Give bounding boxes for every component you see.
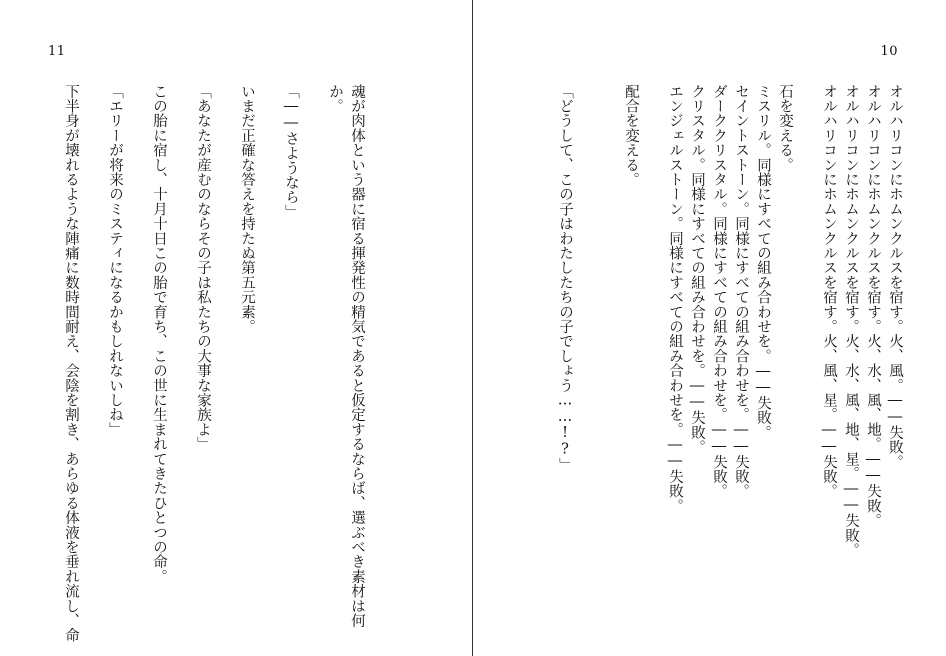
text-line: オルハリコンにホムンクルスを宿す。火、水、風、地、星。――失敗。 [843, 84, 859, 558]
text-line [598, 84, 620, 624]
text-line [126, 84, 148, 624]
text-line: か。 [327, 84, 343, 114]
text-line [258, 84, 280, 624]
text-line: いまだ正確な答えを持たぬ第五元素。 [239, 84, 255, 334]
page-number-left: 11 [48, 44, 66, 59]
text-line: 下半身が壊れるような陣痛に数時間耐え、会陰を割き、あらゆる体液を垂れ流し、命 [63, 84, 79, 643]
text-line: オルハリコンにホムンクルスを宿す。火、風。――失敗。 [887, 84, 903, 470]
text-line [214, 84, 236, 624]
text-line: オルハリコンにホムンクルスを宿す。火、風、星。――失敗。 [821, 84, 837, 499]
text-line [796, 84, 818, 624]
text-line: 「どうして、この子はわたしたちの子でしょう……!?」 [557, 84, 573, 473]
text-line [576, 84, 598, 624]
text-line: クリスタル。同様にすべての組み合わせを。――失敗。 [689, 84, 705, 455]
text-line: エンジェルストーン。同様にすべての組み合わせを。――失敗。 [667, 84, 683, 514]
text-line [170, 84, 192, 624]
text-line: 「エリーが将来のミスティになるかもしれないしね」 [107, 84, 123, 437]
text-line [82, 84, 104, 624]
text-line: 配合を変える。 [623, 84, 639, 187]
left-page-text [60, 84, 368, 643]
right-page [473, 0, 946, 656]
text-line [302, 84, 324, 624]
text-line: 「あなたが産むのならその子は私たちの大事な家族よ」 [195, 84, 211, 452]
text-line: 石を変える。 [777, 84, 793, 173]
text-line: セイントストーン。同様にすべての組み合わせを。――失敗。 [733, 84, 749, 499]
page-number-right: 10 [880, 44, 898, 59]
text-line: ミスリル。同様にすべての組み合わせを。――失敗。 [755, 84, 771, 440]
text-line: 「――さようなら」 [283, 84, 299, 220]
text-line [642, 84, 664, 624]
text-line: オルハリコンにホムンクルスを宿す。火、水、風、地。――失敗。 [865, 84, 881, 528]
text-line: この胎に宿し、十月十日この胎で育ち、この世に生まれてきたひとつの命。 [151, 84, 167, 584]
left-page [0, 0, 472, 656]
text-line: 魂が肉体という器に宿る揮発性の精気であると仮定するならば、選ぶべき素材は何 [349, 84, 365, 628]
right-page-text [554, 84, 906, 624]
text-line: ダーククリスタル。同様にすべての組み合わせを。――失敗。 [711, 84, 727, 499]
